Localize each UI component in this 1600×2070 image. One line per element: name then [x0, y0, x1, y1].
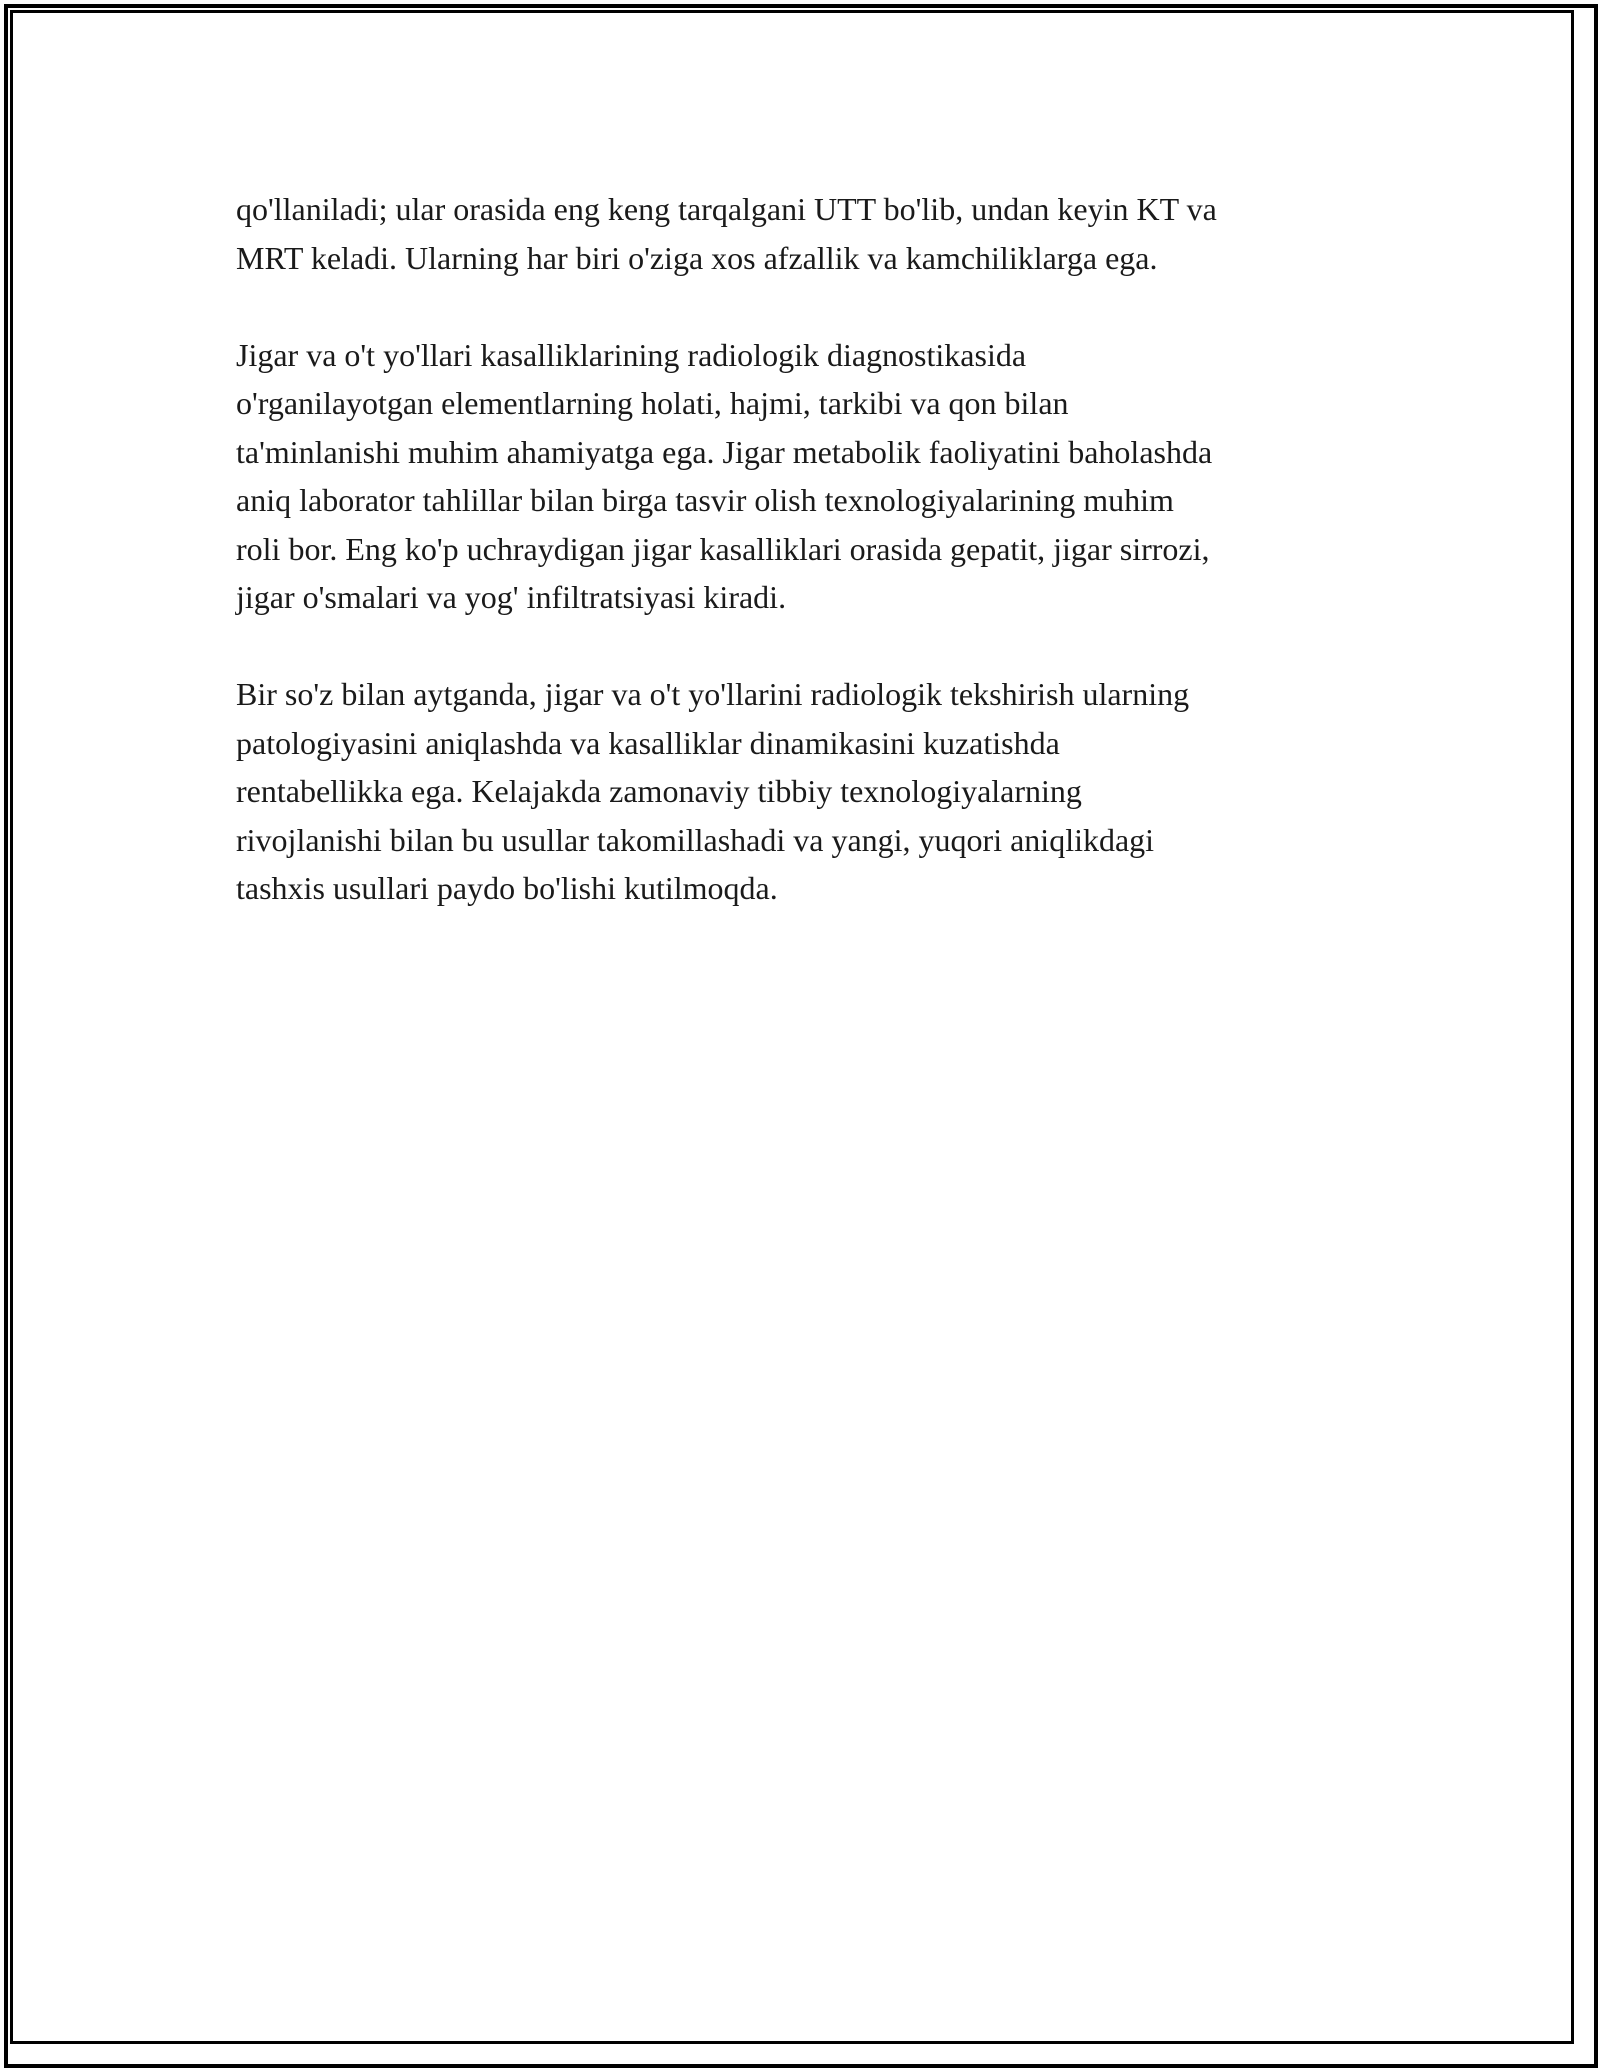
text-line: rivojlanishi bilan bu usullar takomillashadi va yangi, yuqori aniqlikdagi — [236, 821, 1155, 858]
text-line: roli bor. Eng ko'p uchraydigan jigar kasalliklari orasida gepatit, jigar sirrozi, — [236, 530, 1210, 567]
document-body — [236, 185, 1396, 961]
paragraph-2 — [236, 331, 1396, 622]
paragraph-1 — [236, 185, 1396, 282]
text-line: ta'minlanishi muhim ahamiyatga ega. Jigar metabolik faoliyatini baholashda — [236, 433, 1213, 470]
text-line: jigar o'smalari va yog' infiltratsiyasi kiradi. — [236, 579, 787, 615]
text-line: patologiyasini aniqlashda va kasalliklar dinamikasini kuzatishda — [236, 724, 1060, 761]
text-line: MRT keladi. Ularning har biri o'ziga xos afzallik va kamchiliklarga ega. — [236, 239, 1158, 276]
text-line: tashxis usullari paydo bo'lishi kutilmoqda. — [236, 870, 778, 906]
text-line: Jigar va o't yo'llari kasalliklarining radiologik diagnostikasida — [236, 336, 1027, 373]
paragraph-3 — [236, 670, 1396, 913]
text-line: qo'llaniladi; ular orasida eng keng tarqalgani UTT bo'lib, undan keyin KT va — [236, 191, 1217, 227]
text-line: rentabellikka ega. Kelajakda zamonaviy tibbiy texnologiyalarning — [236, 773, 1082, 809]
text-line: Bir so'z bilan aytganda, jigar va o't yo'llarini radiologik tekshirish ularning — [236, 676, 1190, 712]
text-line: o'rganilayotgan elementlarning holati, hajmi, tarkibi va qon bilan — [236, 385, 1069, 421]
text-line: aniq laborator tahlillar bilan birga tasvir olish texnologiyalarining muhim — [236, 482, 1174, 518]
